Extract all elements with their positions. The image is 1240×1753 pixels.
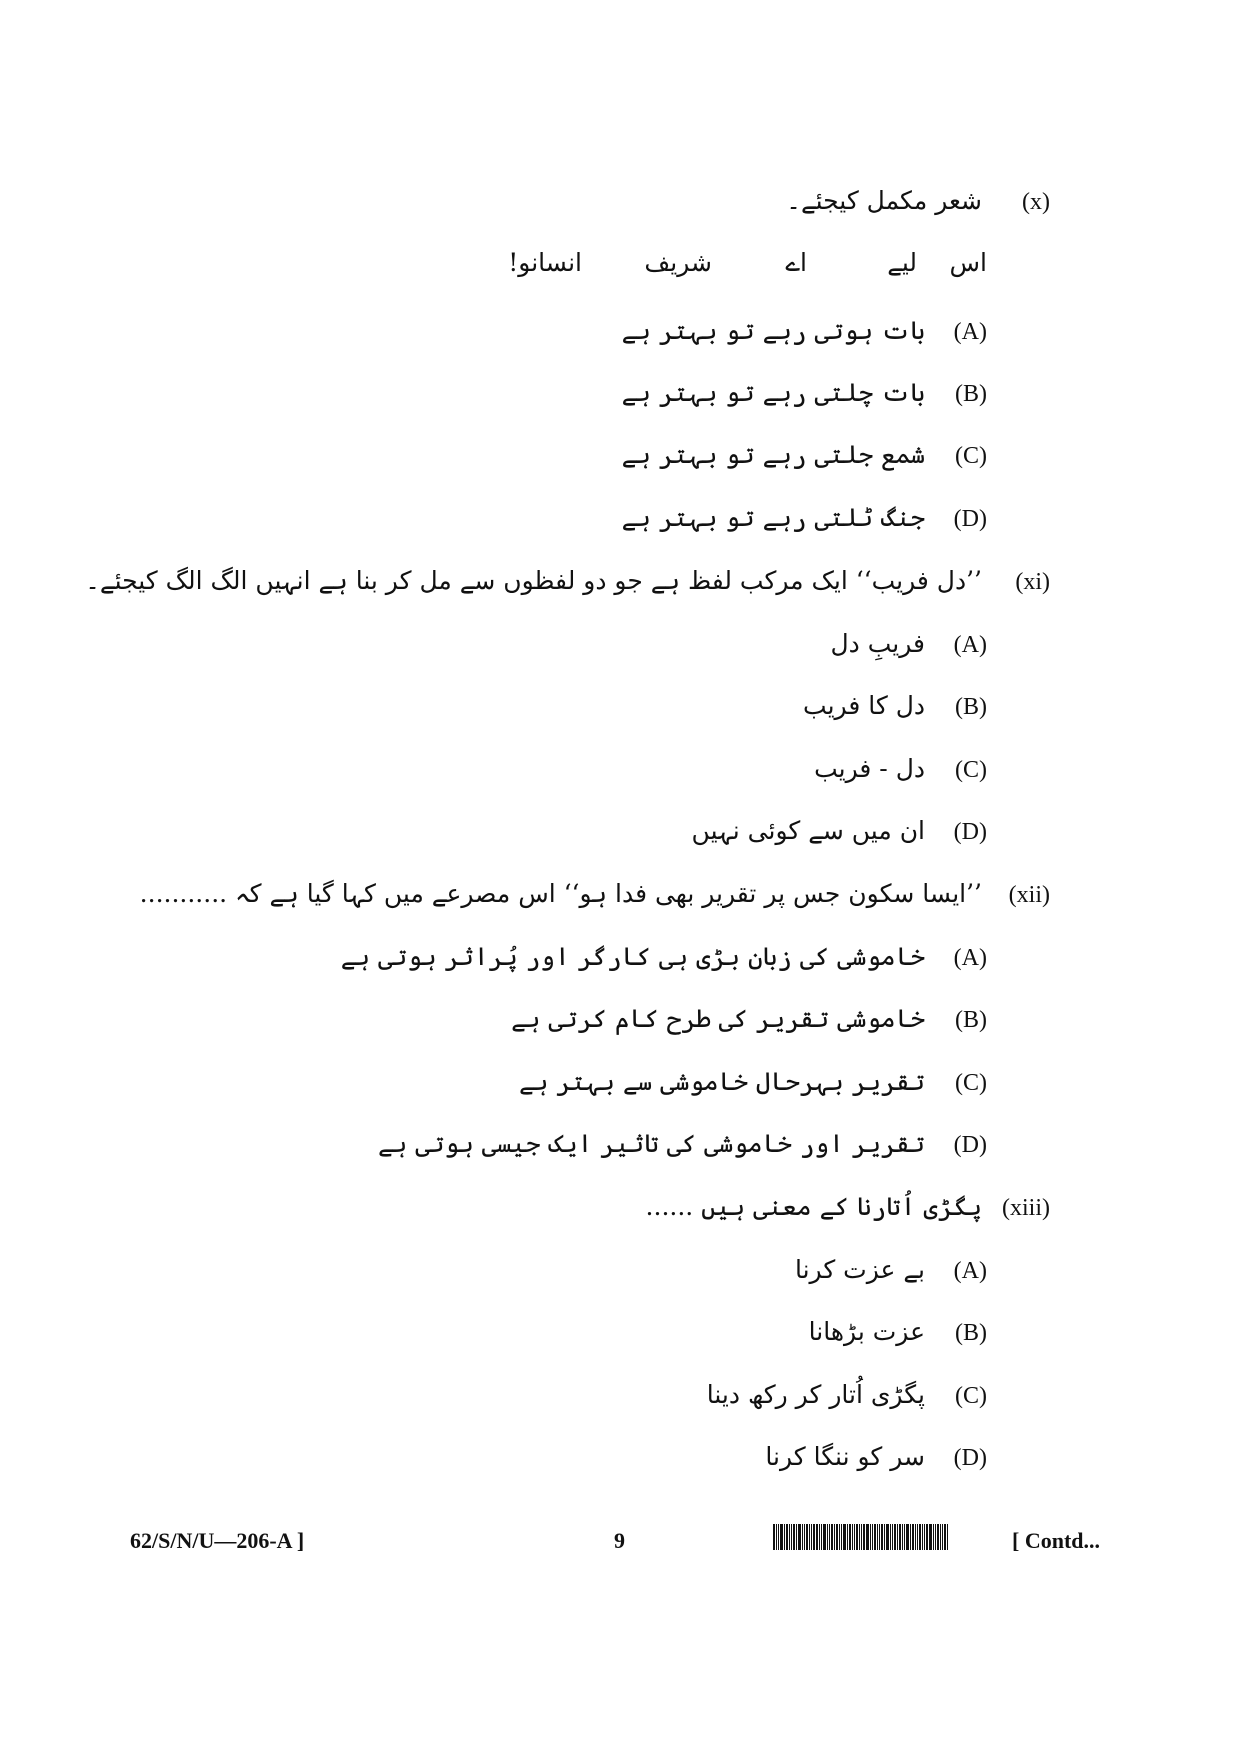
option-text: تقریر اور خاموشی کی تاثیر ایک جیسی ہوتی ہے	[378, 1129, 925, 1158]
option-text: پگڑی اُتار کر رکھ دینا	[706, 1380, 925, 1409]
barcode-bar	[823, 1524, 826, 1550]
barcode-bar	[780, 1524, 783, 1550]
option	[803, 691, 987, 721]
barcode-bar	[856, 1524, 858, 1550]
barcode-bar	[834, 1524, 835, 1550]
question-text: پگڑی اُتارنا کے معنی ہیں ......	[645, 1192, 982, 1221]
continued-label: [ Contd...	[1012, 1528, 1101, 1553]
barcode-bar	[874, 1524, 876, 1550]
barcode-bar	[904, 1524, 905, 1550]
option	[378, 1129, 987, 1159]
option-text: خاموشی تقریر کی طرح کام کرتی ہے	[511, 1004, 925, 1033]
barcode-bar	[773, 1524, 775, 1550]
barcode-bar	[831, 1524, 833, 1550]
question-text: ’’دل فریب‘‘ ایک مرکب لفظ ہے جو دو لفظوں سے مل کر بنا ہے انہیں الگ الگ کیجئے۔	[85, 566, 982, 595]
barcode-bar	[827, 1524, 828, 1550]
barcode-bar	[919, 1524, 921, 1550]
barcode-bar	[879, 1524, 880, 1550]
barcode-bar	[915, 1524, 916, 1550]
option-text: بے عزت کرنا	[794, 1255, 925, 1284]
option-text: فریبِ دل	[830, 629, 925, 658]
option	[795, 1255, 987, 1285]
option-label: (C)	[955, 443, 987, 469]
barcode-bar	[910, 1524, 911, 1550]
barcode-bar	[859, 1524, 860, 1550]
option	[692, 816, 987, 846]
option-label: (C)	[955, 757, 987, 783]
option	[831, 629, 988, 659]
option-label: (A)	[953, 945, 987, 971]
barcode-bar	[872, 1524, 873, 1550]
page-number: 9	[614, 1528, 625, 1553]
barcode-bar	[944, 1524, 946, 1550]
barcode-bar	[778, 1524, 779, 1550]
barcode-bar	[937, 1524, 939, 1550]
option-label: (D)	[953, 506, 987, 532]
barcode-bar	[929, 1524, 932, 1550]
barcode	[773, 1524, 991, 1550]
barcode-bar	[786, 1524, 788, 1550]
option-text: سر کو ننگا کرنا	[765, 1442, 925, 1471]
barcode-bar	[877, 1524, 878, 1550]
barcode-bar	[839, 1524, 840, 1550]
barcode-bar	[890, 1524, 891, 1550]
option-label: (D)	[953, 1445, 987, 1471]
question-text: شعر مکمل کیجئے۔	[786, 186, 982, 215]
option	[511, 1004, 987, 1034]
barcode-bar	[813, 1524, 815, 1550]
barcode-bar	[899, 1524, 901, 1550]
barcode-bar	[791, 1524, 792, 1550]
barcode-bar	[902, 1524, 903, 1550]
barcode-bar	[809, 1524, 810, 1550]
barcode-bar	[849, 1524, 851, 1550]
barcode-bar	[886, 1524, 889, 1550]
option	[622, 440, 987, 470]
barcode-bar	[821, 1524, 822, 1550]
barcode-bar	[843, 1524, 846, 1550]
question-xii	[140, 879, 1050, 909]
question-number: (xi)	[1015, 569, 1050, 595]
question-number: (x)	[1022, 189, 1050, 215]
barcode-bar	[924, 1524, 925, 1550]
question-xi	[85, 566, 1050, 596]
option-label: (C)	[955, 1070, 987, 1096]
option	[765, 1442, 987, 1472]
barcode-bar	[942, 1524, 943, 1550]
option-text: عزت بڑھانا	[808, 1317, 925, 1346]
option-text: جنگ ٹلتی رہے تو بہتر ہے	[621, 503, 925, 532]
option-text: ان میں سے کوئی نہیں	[691, 816, 925, 845]
question-number: (xii)	[1008, 882, 1050, 908]
question-xiii	[646, 1192, 1050, 1222]
barcode-bar	[897, 1524, 898, 1550]
question-text: ’’ایسا سکون جس پر تقریر بھی فدا ہو‘‘ اس مصرعے میں کہا گیا ہے کہ ...........	[139, 879, 982, 908]
barcode-bar	[881, 1524, 883, 1550]
word: اے	[785, 248, 807, 277]
option-label: (A)	[953, 632, 987, 658]
word: شریف	[644, 248, 712, 277]
option-label: (B)	[955, 694, 987, 720]
barcode-bar	[912, 1524, 914, 1550]
option-label: (B)	[955, 1320, 987, 1346]
option-label: (C)	[955, 1383, 987, 1409]
option	[814, 754, 987, 784]
barcode-bar	[816, 1524, 818, 1550]
barcode-bar	[796, 1524, 797, 1550]
option-label: (A)	[953, 319, 987, 345]
barcode-bar	[804, 1524, 805, 1550]
barcode-bar	[847, 1524, 848, 1550]
barcode-bar	[884, 1524, 885, 1550]
option-label: (D)	[953, 1132, 987, 1158]
barcode-bar	[947, 1524, 948, 1550]
shuffled-words	[508, 248, 987, 277]
barcode-bar	[863, 1524, 865, 1550]
barcode-bar	[798, 1524, 801, 1550]
barcode-bar	[854, 1524, 855, 1550]
barcode-bar	[926, 1524, 928, 1550]
option-label: (B)	[955, 1007, 987, 1033]
option	[519, 1067, 987, 1097]
barcode-bar	[784, 1524, 785, 1550]
option	[622, 503, 987, 533]
barcode-bar	[935, 1524, 936, 1550]
barcode-bar	[819, 1524, 820, 1550]
option-text: بات چلتی رہے تو بہتر ہے	[621, 378, 925, 407]
option	[341, 942, 987, 972]
barcode-bar	[806, 1524, 808, 1550]
barcode-bar	[852, 1524, 853, 1550]
option-text: دل کا فریب	[803, 691, 925, 720]
word: انسانو!	[508, 248, 582, 277]
option-text: شمع جلتی رہے تو بہتر ہے	[621, 440, 925, 469]
option-label: (D)	[953, 819, 987, 845]
barcode-bar	[793, 1524, 795, 1550]
barcode-bar	[789, 1524, 790, 1550]
option	[622, 316, 987, 346]
option-label: (B)	[955, 381, 987, 407]
option-text: دل - فریب	[814, 754, 925, 783]
barcode-bar	[940, 1524, 941, 1550]
barcode-bar	[866, 1524, 869, 1550]
barcode-bar	[892, 1524, 893, 1550]
barcode-bar	[841, 1524, 842, 1550]
option-label: (A)	[953, 1258, 987, 1284]
option	[707, 1380, 987, 1410]
barcode-bar	[811, 1524, 812, 1550]
barcode-bar	[870, 1524, 871, 1550]
option	[809, 1317, 987, 1347]
word: لیے	[887, 248, 917, 277]
barcode-bar	[894, 1524, 896, 1550]
barcode-bar	[933, 1524, 934, 1550]
barcode-bar	[802, 1524, 803, 1550]
barcode-bar	[836, 1524, 838, 1550]
barcode-bar	[906, 1524, 909, 1550]
barcode-bar	[861, 1524, 862, 1550]
paper-code: 62/S/N/U—206-A ]	[130, 1528, 305, 1553]
option-text: خاموشی کی زبان بڑی ہی کارگر اور پُراثر ہوتی ہے	[340, 942, 925, 971]
question-x	[786, 186, 1050, 216]
barcode-bar	[829, 1524, 830, 1550]
word: اس	[949, 248, 987, 277]
barcode-bar	[776, 1524, 777, 1550]
option-text: تقریر بہرحال خاموشی سے بہتر ہے	[519, 1067, 925, 1096]
barcode-bar	[917, 1524, 918, 1550]
option-text: بات ہوتی رہے تو بہتر ہے	[621, 316, 925, 345]
question-number: (xiii)	[1002, 1195, 1050, 1221]
barcode-bar	[922, 1524, 923, 1550]
option	[622, 378, 987, 408]
